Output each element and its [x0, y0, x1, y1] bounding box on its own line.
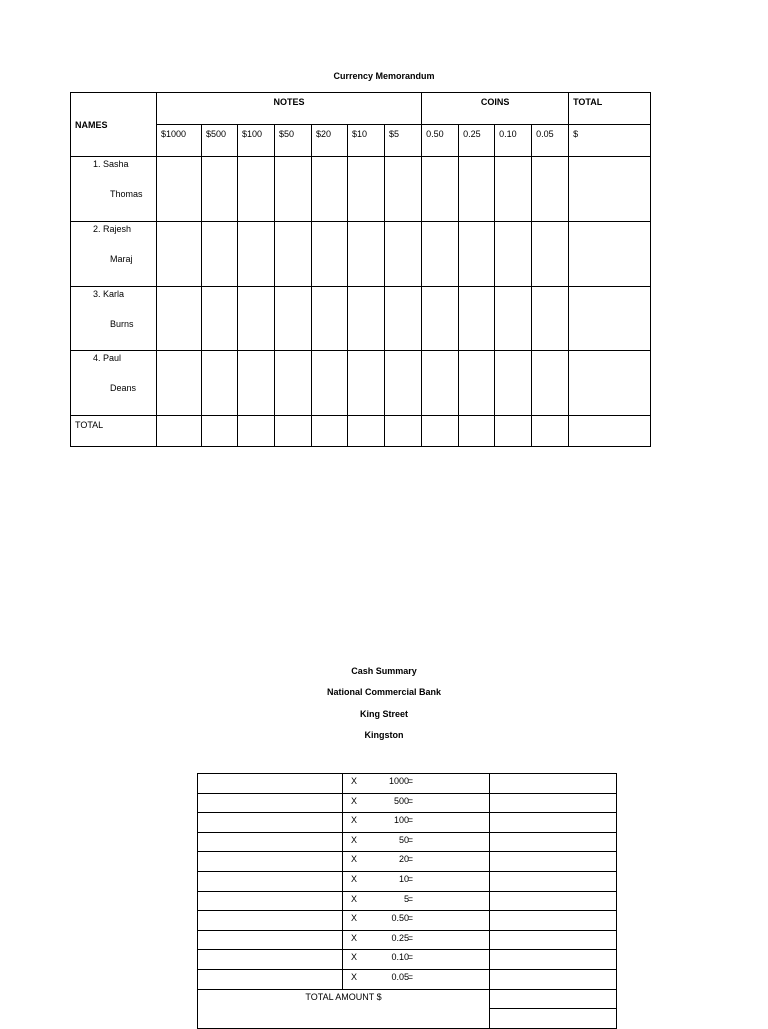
denomination-value: 0.05	[391, 971, 409, 982]
equals-symbol: =	[407, 854, 413, 865]
person-name	[71, 157, 157, 222]
count-cell	[198, 774, 343, 794]
times-symbol: X	[351, 913, 358, 924]
total-row-label: TOTAL	[71, 416, 157, 447]
times-symbol: X	[351, 873, 358, 884]
summary-row	[198, 969, 617, 989]
multiplier-cell	[343, 969, 490, 989]
denomination-value: 0.10	[391, 952, 409, 963]
amount-cell	[490, 774, 617, 794]
times-symbol: X	[351, 854, 358, 865]
times-symbol: X	[351, 893, 358, 904]
amount-cell	[490, 950, 617, 970]
person-last-name: Burns	[110, 319, 134, 329]
times-symbol: X	[351, 776, 358, 786]
count-cell	[198, 813, 343, 833]
person-row	[71, 351, 651, 416]
multiplier-cell	[343, 950, 490, 970]
denomination-cell: 0.25	[459, 125, 495, 157]
denomination-cell: $10	[348, 125, 385, 157]
coins-header: COINS	[422, 93, 569, 125]
total-row	[71, 416, 651, 447]
summary-row	[198, 871, 617, 891]
amount-cell	[490, 852, 617, 872]
count-cell	[198, 969, 343, 989]
summary-row	[198, 930, 617, 950]
summary-row	[198, 891, 617, 911]
count-cell	[198, 871, 343, 891]
times-symbol: X	[351, 932, 358, 943]
equals-symbol: =	[407, 815, 413, 826]
denomination-cell: $500	[202, 125, 238, 157]
denomination-value: 0.50	[391, 913, 409, 924]
summary-row	[198, 774, 617, 794]
times-symbol: X	[351, 795, 358, 806]
denomination-cell: 0.50	[422, 125, 459, 157]
amount-cell	[490, 793, 617, 813]
multiplier-cell	[343, 832, 490, 852]
equals-symbol: =	[407, 776, 413, 786]
total-amount-cell	[490, 989, 617, 1009]
times-symbol: X	[351, 815, 358, 826]
person-first-name: 1. Sasha	[93, 159, 129, 169]
total-amount-label: TOTAL AMOUNT $	[198, 989, 490, 1028]
denomination-cell: 0.10	[495, 125, 532, 157]
denomination-value: 50	[398, 834, 409, 845]
person-row	[71, 222, 651, 287]
person-first-name: 2. Rajesh	[93, 224, 132, 234]
denomination-value: 10	[398, 873, 409, 884]
summary-row	[198, 950, 617, 970]
equals-symbol: =	[407, 932, 413, 943]
person-name	[71, 222, 157, 287]
amount-cell	[490, 911, 617, 931]
denomination-cell: $100	[238, 125, 275, 157]
count-cell	[198, 930, 343, 950]
multiplier-cell	[343, 774, 490, 794]
equals-symbol: =	[407, 913, 413, 924]
equals-symbol: =	[407, 893, 413, 904]
multiplier-cell	[343, 793, 490, 813]
equals-symbol: =	[407, 795, 413, 806]
denomination-value: 1000	[388, 776, 409, 786]
times-symbol: X	[351, 834, 358, 845]
summary-row	[198, 793, 617, 813]
person-last-name: Maraj	[110, 254, 133, 264]
amount-cell	[490, 832, 617, 852]
amount-cell	[490, 813, 617, 833]
person-row	[71, 157, 651, 222]
total-amount-row	[198, 989, 617, 1009]
times-symbol: X	[351, 971, 358, 982]
bank-name: National Commercial Bank	[326, 687, 442, 697]
equals-symbol: =	[407, 952, 413, 963]
bank-city: Kingston	[364, 730, 404, 740]
denomination-cell: $5	[385, 125, 422, 157]
multiplier-cell	[343, 911, 490, 931]
denomination-cell: $20	[312, 125, 348, 157]
multiplier-cell	[343, 930, 490, 950]
equals-symbol: =	[407, 971, 413, 982]
denomination-value: 20	[398, 854, 409, 865]
summary-row	[198, 911, 617, 931]
amount-cell	[490, 969, 617, 989]
summary-title: Cash Summary	[351, 666, 417, 676]
amount-cell	[490, 891, 617, 911]
denomination-cell: $50	[275, 125, 312, 157]
amount-cell	[490, 930, 617, 950]
person-name	[71, 351, 157, 416]
denomination-value: 500	[393, 795, 409, 806]
person-row	[71, 287, 651, 351]
names-header: NAMES	[71, 93, 157, 157]
summary-row	[198, 813, 617, 833]
memorandum-title: Currency Memorandum	[333, 71, 435, 81]
total-header: TOTAL	[569, 93, 651, 125]
person-first-name: 4. Paul	[93, 353, 122, 363]
currency-memorandum-table	[70, 92, 651, 447]
denomination-value: 100	[393, 815, 409, 826]
count-cell	[198, 793, 343, 813]
person-last-name: Deans	[110, 383, 137, 393]
denomination-row	[71, 125, 651, 157]
equals-symbol: =	[407, 873, 413, 884]
person-first-name: 3. Karla	[93, 289, 125, 299]
notes-header: NOTES	[157, 93, 422, 125]
multiplier-cell	[343, 852, 490, 872]
person-last-name: Thomas	[110, 189, 143, 199]
count-cell	[198, 891, 343, 911]
count-cell	[198, 950, 343, 970]
bank-street: King Street	[359, 709, 408, 719]
denomination-cell: 0.05	[532, 125, 569, 157]
count-cell	[198, 832, 343, 852]
summary-row	[198, 832, 617, 852]
cash-summary-table	[197, 773, 617, 1029]
summary-row	[198, 852, 617, 872]
multiplier-cell	[343, 813, 490, 833]
person-name	[71, 287, 157, 351]
denomination-cell: $1000	[157, 125, 202, 157]
denomination-value: 5	[403, 893, 409, 904]
denomination-value: 0.25	[391, 932, 409, 943]
total-amount-cell	[490, 1009, 617, 1029]
count-cell	[198, 911, 343, 931]
multiplier-cell	[343, 871, 490, 891]
times-symbol: X	[351, 952, 358, 963]
multiplier-cell	[343, 891, 490, 911]
total-column-label: $	[569, 125, 651, 157]
count-cell	[198, 852, 343, 872]
equals-symbol: =	[407, 834, 413, 845]
amount-cell	[490, 871, 617, 891]
